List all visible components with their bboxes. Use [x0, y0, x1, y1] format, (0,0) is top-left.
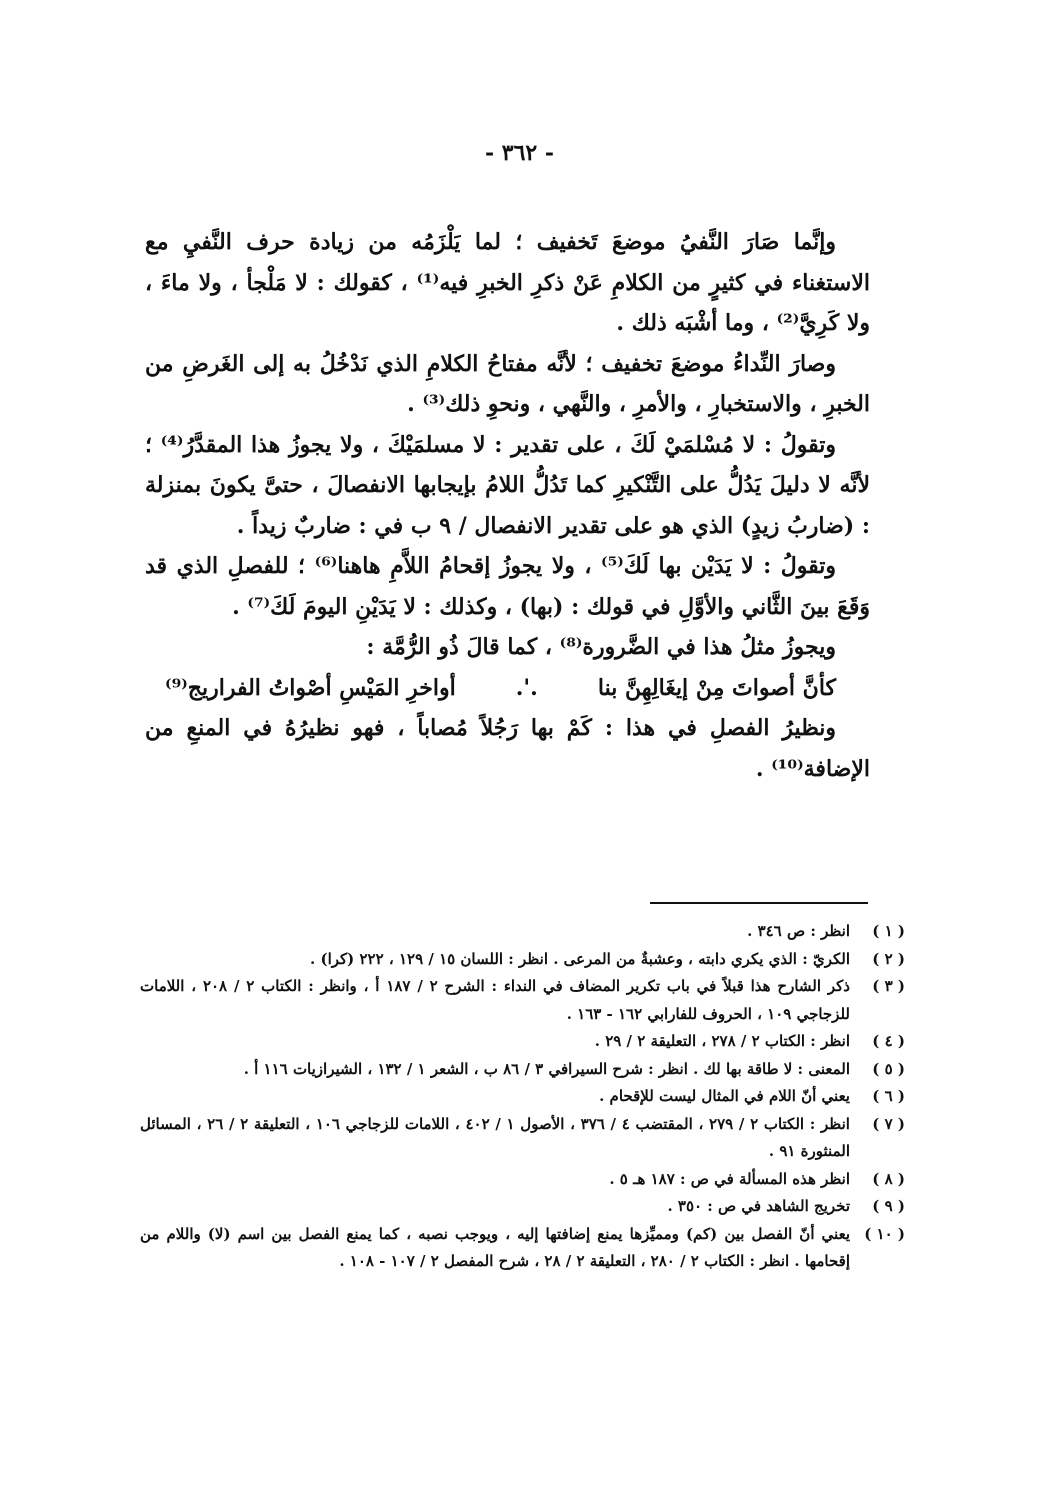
footnote-text: انظر : ص ٣٤٦ . — [747, 922, 850, 940]
footnote-number: ( ٨ ) — [872, 1169, 905, 1188]
footnote-number: ( ٤ ) — [872, 1032, 905, 1050]
footnote — [140, 946, 905, 974]
footnote-text: ذكر الشارح هذا قبلاً في باب تكرير المضاف في النداء : الشرح ٢ / ١٨٧ أ ، وانظر : الكتاب ٢ / ٢٠٨ ، اللامات للزجاجي ١٠٩ ، الحروف للفارابي ١٦٢ - ١٦٣ . — [140, 977, 850, 1023]
footnote — [140, 1111, 905, 1166]
footnote-number: ( ٦ ) — [872, 1087, 905, 1105]
footnote — [140, 1166, 905, 1194]
paragraph-3: وتقولُ : لا مُسْلمَيْ لَكَ ، على تقدير : لا مسلمَيْكَ ، ولا يجوزُ هذا المقدَّرُ⁽⁴⁾ ؛ لأنَّه لا دليلَ يَدُلُّ على التَّنْكيرِ كما تَدُلُّ اللامُ بإيجابها الانفصالَ ، حتىَّ يكونَ بمنزلة : (ضاربُ زيدٍ) الذي هو على تقدير الانفصال / ٩ ب في : ضاربٌ زيداً . — [145, 431, 870, 539]
footnote — [140, 1056, 905, 1084]
footnote — [140, 1193, 905, 1221]
footnote — [140, 1221, 905, 1276]
footnote-number: ( ٢ ) — [872, 949, 905, 968]
footnote-number: ( ٩ ) — [872, 1197, 905, 1215]
footnote-number: ( ١٠ ) — [864, 1224, 905, 1243]
footnote — [140, 918, 905, 946]
footnote-number: ( ١ ) — [872, 922, 905, 940]
verse-second-hemistich: أواخرِ المَيْسِ أصْواتُ الفراريج⁽⁹⁾ — [165, 674, 456, 701]
footnote-text: يعني أنّ الفصل بين (كم) ومميِّزها يمنع إضافتها إليه ، ويوجب نصبه ، كما يمنع الفصل بين اسم (لا) واللام من إقحامها . انظر : الكتاب ٢ / ٢٨٠ ، التعليقة ٢ / ٢٨ ، شرح المفصل ٢ / ١٠٧ - ١٠٨ . — [140, 1224, 850, 1270]
footnote-number: ( ٥ ) — [872, 1059, 905, 1078]
poetry-verse — [145, 668, 870, 709]
footnote-text: يعني أنّ اللام في المثال ليست للإقحام . — [599, 1087, 850, 1105]
footnotes — [140, 918, 905, 1276]
footnote-text: تخريج الشاهد في ص : ٣٥٠ . — [667, 1197, 850, 1215]
footnote-divider — [650, 902, 868, 904]
verse-separator: .'. — [515, 674, 538, 701]
paragraph-5: ويجوزُ مثلُ هذا في الضَّرورة⁽⁸⁾ ، كما قالَ ذُو الرُّمَّة : — [366, 634, 836, 660]
footnote-number: ( ٧ ) — [872, 1114, 905, 1133]
verse-first-hemistich: كأنَّ أصواتَ مِنْ إيغَالِهِنَّ بنا — [597, 674, 836, 701]
paragraph-6: ونظيرُ الفصلِ في هذا : كَمْ بها رَجُلاً مُصاباً ، فهو نظيرُهُ في المنعِ من الإضافة⁽¹⁰⁾ . — [145, 715, 870, 782]
footnote-text: انظر : الكتاب ٢ / ٢٧٨ ، التعليقة ٢ / ٢٩ . — [594, 1032, 850, 1050]
main-text — [145, 222, 870, 789]
footnote-text: انظر : الكتاب ٢ / ٢٧٩ ، المقتضب ٤ / ٣٧٦ ، الأصول ١ / ٤٠٢ ، اللامات للزجاجي ١٠٦ ، التعليقة ٢ / ٢٦ ، المسائل المنثورة ٩١ . — [140, 1114, 850, 1160]
paragraph-2: وصارَ النِّداءُ موضعَ تخفيف ؛ لأنَّه مفتاحُ الكلامِ الذي نَدْخُلُ به إلى الغَرضِ من الخبرِ ، والاستخبارِ ، والأمرِ ، والنَّهي ، ونحوِ ذلك⁽³⁾ . — [145, 350, 870, 417]
footnote-text: انظر هذه المسألة في ص : ١٨٧ هـ ٥ . — [609, 1169, 850, 1188]
footnote — [140, 1028, 905, 1056]
footnote — [140, 973, 905, 1028]
page-number: - ٣٦٢ - — [484, 140, 555, 166]
footnote-text: المعنى : لا طاقة بها لك . انظر : شرح السيرافي ٣ / ٨٦ ب ، الشعر ١ / ١٣٢ ، الشيرازيات ١١٦ أ . — [243, 1059, 850, 1078]
paragraph-4: وتقولُ : لا يَدَيْن بها لَكَ⁽⁵⁾ ، ولا يجوزُ إقحامُ اللاَّمِ هاهنا⁽⁶⁾ ؛ للفصلِ الذي قد وَقَعَ بينَ الثَّاني والأوَّلِ في قولك : (بها) ، وكذلك : لا يَدَيْنِ اليومَ لَكَ⁽⁷⁾ . — [145, 553, 870, 620]
footnote — [140, 1083, 905, 1111]
footnote-number: ( ٣ ) — [872, 977, 905, 995]
paragraph-1: وإنَّما صَارَ النَّفيُ موضعَ تَخفيف ؛ لما يَلْزَمُه من زيادة حرف النَّفيِ مع الاستغناء في كثيرٍ من الكلامِ عَنْ ذكرِ الخبرِ فيه⁽¹⁾ ، كقولك : لا مَلْجأ ، ولا ماءَ ، ولا كَرِيَّ⁽²⁾ ، وما أشْبَه ذلك . — [145, 229, 870, 336]
footnote-text: الكريّ : الذي يكري دابته ، وعشبةٌ من المرعى . انظر : اللسان ١٥ / ١٢٩ ، ٢٢٢ (كرا) . — [310, 949, 850, 968]
